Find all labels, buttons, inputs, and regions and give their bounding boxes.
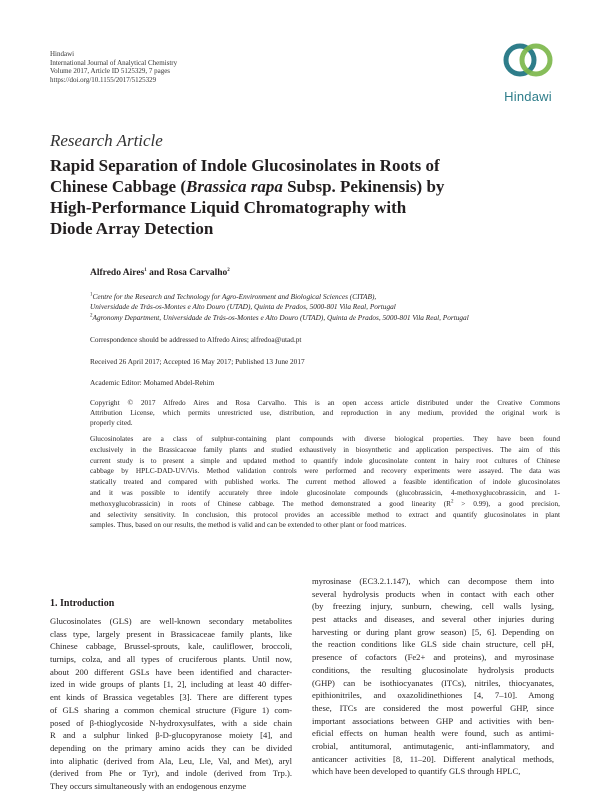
body-line: presence of cofactors (Fe2+ and proteins), and myrosinase	[312, 652, 554, 663]
affiliation-line: Agronomy Department, Universidade de Trás-os-Montes e Alto Douro (UTAD), Quinta de Prados, 5000-801 Vila Real, Portugal	[92, 313, 469, 322]
article-dates: Received 26 April 2017; Accepted 16 May 2017; Published 13 June 2017	[90, 357, 305, 366]
article-title	[50, 155, 550, 239]
body-line: eficial effects on human health were found, such as antimi-	[312, 728, 554, 739]
affiliation-2	[90, 313, 560, 323]
body-column-left	[50, 615, 292, 793]
article-type: Research Article	[50, 131, 163, 150]
copyright-notice	[90, 398, 560, 429]
doi-link[interactable]: https://doi.org/10.1155/2017/5125329	[50, 75, 157, 84]
affiliation-line: Centre for the Research and Technology for Agro-Environment and Biological Sciences (CITAB),	[92, 292, 377, 301]
body-line: harvesting or during plant grow season) [5, 6]. Depending on	[312, 626, 554, 637]
body-line: Chinese cabbage, Brussel-sprouts, kale, cauliflower, broccoli,	[50, 641, 292, 652]
body-line: ized in wide groups of plants [1, 2], including at least 40 differ-	[50, 679, 292, 690]
body-line: conditions, the resulting glucosinolate hydrolysis products	[312, 664, 554, 675]
body-line: which have been developed to quantify GLS through HPLC,	[312, 766, 521, 777]
title-line-3: High-Performance Liquid Chromatography with	[50, 198, 407, 217]
hindawi-logo-text: Hindawi	[504, 89, 552, 104]
body-line: anticancer activities [8, 11–20]. Different analytical methods,	[312, 753, 554, 764]
body-line: several hydrolysis products when in contact with each other	[312, 588, 554, 599]
body-line: (GHP) can be isothiocyanates (ITCs), nitriles, thiocyanates,	[312, 677, 554, 688]
abstract-line	[90, 499, 560, 510]
body-line: epithionitriles, and oxazolidinethiones [4, 7–10]. Among	[312, 690, 554, 701]
journal-name: International Journal of Analytical Chemistry	[50, 58, 178, 67]
volume-line: Volume 2017, Article ID 5125329, 7 pages	[50, 67, 171, 75]
author-affiliation-mark: 1	[144, 267, 147, 273]
body-line: of GLS sharing a common chemical structure (Figure 1) com-	[50, 704, 292, 715]
title-line-4: Diode Array Detection	[50, 219, 214, 238]
body-line: depending on the primary amino acids they can be divided	[50, 742, 292, 753]
body-line: the reaction conditions like GLS side chain structure, cell pH,	[312, 639, 554, 650]
title-line-2-b: Subsp. Pekinensis) by	[282, 177, 445, 196]
title-species: Brassica rapa	[186, 177, 283, 196]
publisher-name: Hindawi	[50, 50, 75, 58]
hindawi-logo-icon	[498, 34, 558, 89]
body-column-right	[312, 575, 554, 778]
author-affiliation-mark: 2	[227, 267, 230, 273]
body-line: They occurs simultaneously with an endogenous enzyme	[50, 780, 247, 791]
body-line: important associations between GHP and activities with ben-	[312, 715, 554, 726]
abstract-line: samples. Thus, based on our results, the method is valid and can be extended to other plant or food matrices.	[90, 520, 407, 530]
abstract-line: cabbage by HPLC-DAD-UV/Vis. Method validation controls were performed and recovery experiments were assayed. The data was	[90, 466, 560, 476]
body-line: (derived from Phe or Tyr), and indole (derived from Trp.).	[50, 768, 292, 779]
copyright-line: Copyright © 2017 Alfredo Aires and Rosa Carvalho. This is an open access article distributed under the Creative Commons	[90, 398, 560, 407]
body-line: crobial, antitumoral, antimutagenic, anti-inflammatory, and	[312, 740, 554, 751]
title-line-2-a: Chinese Cabbage (	[50, 177, 187, 196]
abstract	[90, 434, 560, 531]
abstract-line: statically treated and compared with published works. The current method allowed a feasible identification of indole glucosinolates	[90, 477, 560, 487]
author-name[interactable]: Rosa Carvalho	[166, 268, 228, 278]
author-list	[90, 268, 230, 278]
body-line: pest attacks and diseases, and several other injuries during	[312, 614, 554, 625]
affiliation-1	[90, 292, 560, 311]
copyright-line: properly cited.	[90, 418, 133, 428]
author-name[interactable]: Alfredo Aires	[90, 268, 145, 278]
body-line: R and a sulphur linked β-D-glucopyranose moiety [4], and	[50, 730, 292, 741]
abstract-line: and selectivity sensitivity. In conclusion, this protocol provides an accessible method to extract and quantify glucosinolates in plant	[90, 509, 560, 519]
body-line: myrosinase (EC3.2.1.147), which can decompose them into	[312, 576, 554, 586]
body-line: turnips, colza, and all types of cruciferous plants. Until now,	[50, 654, 292, 665]
journal-meta	[50, 50, 177, 84]
abstract-line-part: > 0.99), a good precision,	[453, 498, 560, 508]
body-line: these, ITCs are considered the most powerful GHP, since	[312, 702, 554, 713]
academic-editor: Academic Editor: Mohamed Abdel-Rehim	[90, 378, 215, 387]
title-line-2	[50, 176, 550, 197]
affiliation-line: Universidade de Trás-os-Montes e Alto Douro (UTAD), Quinta de Prados, 5000-801 Vila Real, Portugal	[90, 301, 396, 311]
affiliation-mark: 1	[90, 292, 93, 298]
title-line-1: Rapid Separation of Indole Glucosinolates in Roots of	[50, 156, 440, 175]
abstract-line: Glucosinolates are a class of sulphur-containing plant compounds with diverse biological properties. They have been found	[90, 434, 560, 443]
body-line: into aliphatic (derived from Ala, Leu, Lle, Val, and Met), aryl	[50, 755, 292, 766]
body-line: ent kinds of Brassica vegetables [3]. There are different types	[50, 692, 292, 703]
abstract-line-part: methoxyglucobrassicin) in roots of Chinese cabbage. The method demonstrated a good linearity (R	[90, 498, 451, 508]
r-squared-superscript: 2	[451, 499, 454, 505]
affiliation-mark: 2	[90, 313, 93, 319]
body-line: (by freezing injury, sunburn, chewing, cell walls lysing,	[312, 601, 554, 612]
copyright-line: Attribution License, which permits unrestricted use, distribution, and reproduction in any medium, provided the original work is	[90, 408, 560, 418]
section-heading: 1. Introduction	[50, 598, 115, 609]
author-separator: and	[146, 268, 167, 278]
body-line: class type, largely present in Brassicaceae family plants, like	[50, 628, 292, 639]
correspondence: Correspondence should be addressed to Alfredo Aires; alfredoa@utad.pt	[90, 335, 302, 344]
abstract-line: current study is to present a simple and updated method to quantify indole glucosinolate content in hairy root cultures of Chinese	[90, 455, 560, 465]
hindawi-logo	[498, 34, 558, 106]
abstract-line: exclusively in the Brassicaceae family plants and studied exhaustively in biosynthetic and application perspectives. The aim of this	[90, 444, 560, 454]
body-line: posed of β-thioglycoside N-hydroxysulfates, with a side chain	[50, 717, 292, 728]
body-line: Glucosinolates (GLS) are well-known secondary metabolites	[50, 616, 292, 626]
body-line: about 200 different GSLs have been identified and character-	[50, 666, 292, 677]
abstract-line: and it was possible to identify accurately three indole glucosinolate compounds (glucobrassicin, 4-methoxyglucobrassicin, and 1-	[90, 487, 560, 497]
